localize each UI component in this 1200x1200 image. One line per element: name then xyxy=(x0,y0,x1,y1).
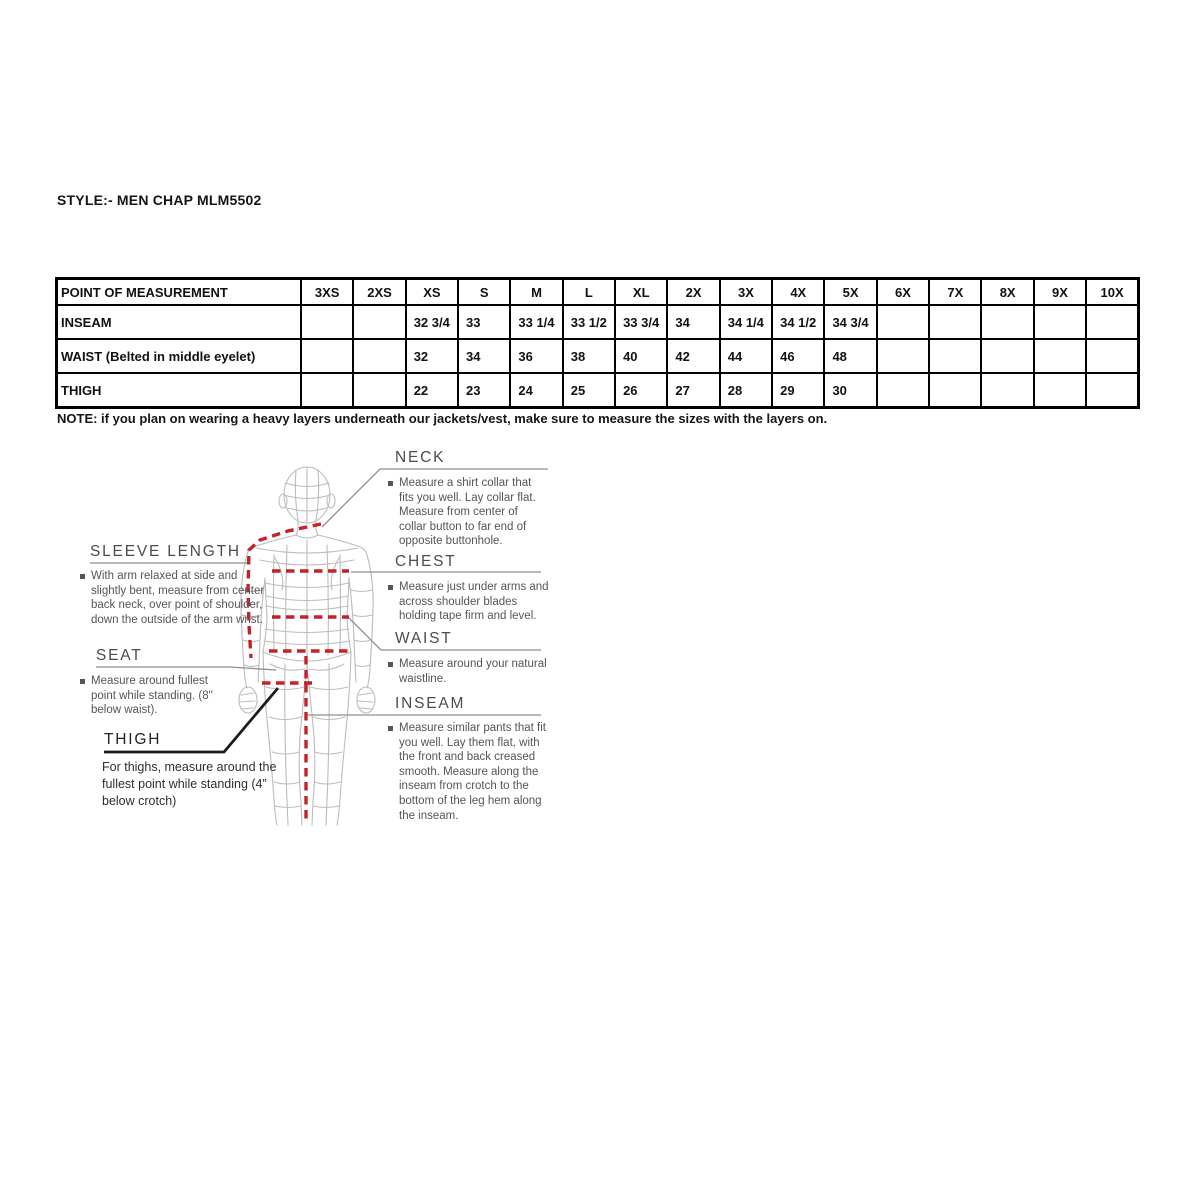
size-table-body xyxy=(57,305,1139,408)
size-value-cell: 30 xyxy=(824,373,876,408)
col-header-size: 8X xyxy=(981,279,1033,306)
row-label: THIGH xyxy=(57,373,302,408)
size-value-cell: 29 xyxy=(772,373,824,408)
col-header-size: 9X xyxy=(1034,279,1086,306)
size-value-cell: 28 xyxy=(720,373,772,408)
inseam-heading: INSEAM xyxy=(395,695,466,712)
size-value-cell xyxy=(301,339,353,373)
table-row xyxy=(57,373,1139,408)
size-value-cell: 46 xyxy=(772,339,824,373)
size-value-cell: 24 xyxy=(510,373,562,408)
size-value-cell: 27 xyxy=(667,373,719,408)
size-value-cell: 32 3/4 xyxy=(406,305,458,339)
size-value-cell xyxy=(353,373,405,408)
col-header-size: L xyxy=(563,279,615,306)
size-value-cell xyxy=(1086,373,1138,408)
sleeve-length-description: With arm relaxed at side and slightly bent, measure from center back neck, over point of shoulder, down the outside of the arm wrist. xyxy=(80,569,265,627)
size-value-cell: 33 xyxy=(458,305,510,339)
size-value-cell xyxy=(981,339,1033,373)
size-table-header-row xyxy=(57,279,1139,306)
size-value-cell xyxy=(929,373,981,408)
col-header-size: 7X xyxy=(929,279,981,306)
size-value-cell xyxy=(1086,305,1138,339)
size-value-cell: 38 xyxy=(563,339,615,373)
chest-heading: CHEST xyxy=(395,553,457,570)
size-value-cell xyxy=(1034,339,1086,373)
thigh-heading: THIGH xyxy=(104,731,162,748)
col-header-size: XS xyxy=(406,279,458,306)
col-header-size: 3XS xyxy=(301,279,353,306)
size-value-cell: 34 xyxy=(458,339,510,373)
size-value-cell: 34 1/4 xyxy=(720,305,772,339)
col-header-size: 3X xyxy=(720,279,772,306)
seat-heading: SEAT xyxy=(96,647,143,664)
size-value-cell xyxy=(877,305,929,339)
size-value-cell xyxy=(929,305,981,339)
size-value-cell xyxy=(981,305,1033,339)
size-value-cell xyxy=(353,305,405,339)
size-value-cell xyxy=(301,373,353,408)
size-value-cell: 33 1/4 xyxy=(510,305,562,339)
size-value-cell: 22 xyxy=(406,373,458,408)
chest-description: Measure just under arms and across shoulder blades holding tape firm and level. xyxy=(388,580,556,624)
size-value-cell xyxy=(301,305,353,339)
size-value-cell xyxy=(1034,305,1086,339)
waist-description: Measure around your natural waistline. xyxy=(388,657,556,686)
size-value-cell xyxy=(1034,373,1086,408)
table-row xyxy=(57,305,1139,339)
bullet-square-icon xyxy=(388,481,393,486)
col-header-size: S xyxy=(458,279,510,306)
size-value-cell: 42 xyxy=(667,339,719,373)
col-header-size: 5X xyxy=(824,279,876,306)
bullet-square-icon xyxy=(80,574,85,579)
size-value-cell xyxy=(1086,339,1138,373)
table-row xyxy=(57,339,1139,373)
size-value-cell: 40 xyxy=(615,339,667,373)
size-value-cell: 32 xyxy=(406,339,458,373)
size-value-cell: 34 3/4 xyxy=(824,305,876,339)
size-value-cell: 26 xyxy=(615,373,667,408)
bullet-square-icon xyxy=(388,726,393,731)
col-header-size: 6X xyxy=(877,279,929,306)
col-header-size: XL xyxy=(615,279,667,306)
bullet-square-icon xyxy=(80,679,85,684)
size-value-cell xyxy=(929,339,981,373)
size-value-cell: 44 xyxy=(720,339,772,373)
col-header-size: 2XS xyxy=(353,279,405,306)
size-value-cell: 34 xyxy=(667,305,719,339)
size-value-cell xyxy=(877,373,929,408)
size-table xyxy=(55,277,1140,409)
size-value-cell: 23 xyxy=(458,373,510,408)
seat-connector-line xyxy=(96,667,276,670)
size-value-cell: 34 1/2 xyxy=(772,305,824,339)
size-value-cell: 36 xyxy=(510,339,562,373)
bullet-square-icon xyxy=(388,662,393,667)
size-value-cell xyxy=(353,339,405,373)
size-table-container xyxy=(55,277,1140,409)
sleeve-length-heading: SLEEVE LENGTH xyxy=(90,543,241,560)
size-value-cell: 33 3/4 xyxy=(615,305,667,339)
size-value-cell xyxy=(981,373,1033,408)
col-header-measurement: POINT OF MEASUREMENT xyxy=(57,279,302,306)
neck-heading: NECK xyxy=(395,449,446,466)
seat-description: Measure around fullest point while standing. (8" below waist). xyxy=(80,674,230,718)
note-text: NOTE: if you plan on wearing a heavy layers underneath our jackets/vest, make sure to measure the sizes with the layers on. xyxy=(57,411,828,426)
thigh-description: For thighs, measure around the fullest point while standing (4” below crotch) xyxy=(102,760,277,808)
size-value-cell: 25 xyxy=(563,373,615,408)
neck-description: Measure a shirt collar that fits you well. Lay collar flat. Measure from center of collar button to far end of opposite buttonhole. xyxy=(388,476,548,549)
page-title: STYLE:- MEN CHAP MLM5502 xyxy=(57,192,262,208)
col-header-size: M xyxy=(510,279,562,306)
size-value-cell xyxy=(877,339,929,373)
row-label: WAIST (Belted in middle eyelet) xyxy=(57,339,302,373)
waist-heading: WAIST xyxy=(395,630,453,647)
col-header-size: 4X xyxy=(772,279,824,306)
bullet-square-icon xyxy=(388,585,393,590)
col-header-size: 2X xyxy=(667,279,719,306)
row-label: INSEAM xyxy=(57,305,302,339)
size-value-cell: 48 xyxy=(824,339,876,373)
inseam-description: Measure similar pants that fit you well. Lay them flat, with the front and back creased smooth. Measure along the inseam from crotch to the bottom of the leg hem along the inseam. xyxy=(388,721,550,823)
size-value-cell: 33 1/2 xyxy=(563,305,615,339)
col-header-size: 10X xyxy=(1086,279,1138,306)
